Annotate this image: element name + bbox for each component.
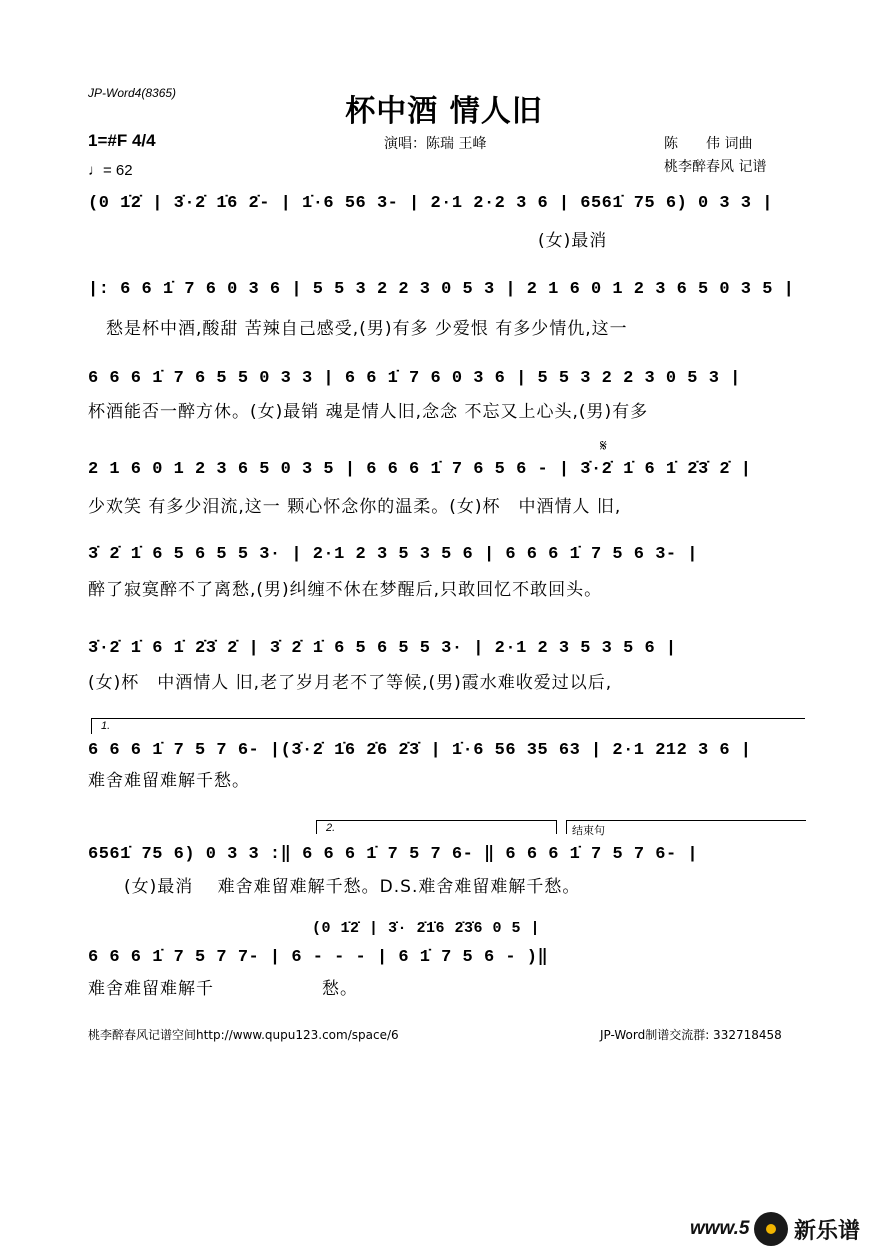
- coda-label: 结束句: [572, 825, 605, 837]
- software-version: JP-Word4(8365): [88, 86, 177, 100]
- lyric-line-2: 愁是杯中酒,酸甜 苦辣自己感受,(男)有多 少爱恨 有多少情仇,这一: [88, 319, 628, 339]
- volta-2-label: 2.: [326, 822, 336, 834]
- segno-sign: 𝄋: [600, 436, 607, 455]
- coda-bracket-start: [566, 820, 567, 834]
- transcriber-credit: 桃李醉春风 记谱: [664, 159, 767, 175]
- lyric-line-9: 难舍难留难解千 愁。: [88, 979, 358, 999]
- notation-line-8: 6561̇ 75 6) 0 3 3 :‖ 6 6 6 1̇ 7 5 7 6- ‖ 6 6 6 1̇ 7 5 7 6- |: [88, 845, 699, 864]
- notation-line-3: 6 6 6 1̇ 7 6 5 5 0 3 3 | 6 6 1̇ 7 6 0 3 6 | 5 5 3 2 2 3 0 5 3 |: [88, 369, 741, 388]
- notation-line-7: 6 6 6 1̇ 7 5 7 6- |(3̇·2̇ 1̇6 2̇6 2̇3̇ | 1̇·6 56 35 63 | 2·1 212 3 6 |: [88, 741, 752, 760]
- volta-1-bracket: [91, 718, 805, 719]
- notation-line-6: 3̇·2̇ 1̇ 6 1̇ 2̇3̇ 2̇ | 3̇ 2̇ 1̇ 6 5 6 5 5 3· | 2·1 2 3 5 3 5 6 |: [88, 639, 677, 658]
- lyric-line-8: (女)最消 难舍难留难解千愁。D.S.难舍难留难解千愁。: [88, 877, 581, 897]
- volta-1-label: 1.: [101, 720, 111, 732]
- accompaniment-notes: (0 1̇2̇ | 3̇· 2̇1̇6 2̇3̇6 0 5 |: [312, 920, 541, 937]
- footer-group-info: JP-Word制谱交流群: 332718458: [600, 1028, 782, 1042]
- footer-source-link[interactable]: 桃李醉春风记谱空间http://www.qupu123.com/space/6: [88, 1028, 399, 1042]
- lyric-line-1: (女)最消: [88, 231, 608, 251]
- lyric-line-3: 杯酒能否一醉方休。(女)最销 魂是情人旧,念念 不忘又上心头,(男)有多: [88, 402, 649, 422]
- lyric-line-6: (女)杯 中酒情人 旧,老了岁月老不了等候,(男)霞水难收爱过以后,: [88, 673, 613, 693]
- singers-credit: 演唱：陈瑞 王峰: [384, 136, 487, 152]
- vinyl-record-center-icon: [766, 1224, 776, 1234]
- lyric-line-4: 少欢笑 有多少泪流,这一 颗心怀念你的温柔。(女)杯 中酒情人 旧,: [88, 497, 622, 517]
- key-signature: 1=#F 4/4: [88, 131, 156, 150]
- tempo-marking: ♩= 62: [88, 162, 133, 179]
- lyric-line-5: 醉了寂寞醉不了离愁,(男)纠缠不休在梦醒后,只敢回忆不敢回头。: [88, 580, 603, 600]
- song-title: 杯中酒 情人旧: [345, 94, 543, 129]
- volta-2-bracket-end: [556, 820, 557, 834]
- notation-line-5: 3̇ 2̇ 1̇ 6 5 6 5 5 3· | 2·1 2 3 5 3 5 6 | 6 6 6 1̇ 7 5 6 3- |: [88, 545, 698, 564]
- volta-1-bracket-start: [91, 718, 92, 734]
- notation-line-9: 6 6 6 1̇ 7 5 7 7- | 6 - - - | 6 1̇ 7 5 6 - )‖: [88, 948, 549, 967]
- volta-2-bracket: [316, 820, 556, 821]
- notation-line-4: 2 1 6 0 1 2 3 6 5 0 3 5 | 6 6 6 1̇ 7 6 5 6 - | 3̇·2̇ 1̇ 6 1̇ 2̇3̇ 2̇ |: [88, 460, 752, 479]
- notation-line-2: |: 6 6 1̇ 7 6 0 3 6 | 5 5 3 2 2 3 0 5 3 | 2 1 6 0 1 2 3 6 5 0 3 5 |: [88, 280, 795, 299]
- volta-2-bracket-start: [316, 820, 317, 834]
- coda-bracket: [566, 820, 806, 821]
- composer-credit: 陈 伟 词曲: [664, 136, 753, 152]
- watermark-url: www.5: [690, 1218, 750, 1239]
- lyric-line-7: 难舍难留难解千愁。: [88, 771, 250, 791]
- notation-line-1: (0 1̇2̇ | 3̇·2̇ 1̇6 2̇- | 1̇·6 56 3- | 2·1 2·2 3 6 | 6561̇ 75 6) 0 3 3 |: [88, 194, 773, 213]
- watermark-brand: 新乐谱: [794, 1219, 861, 1244]
